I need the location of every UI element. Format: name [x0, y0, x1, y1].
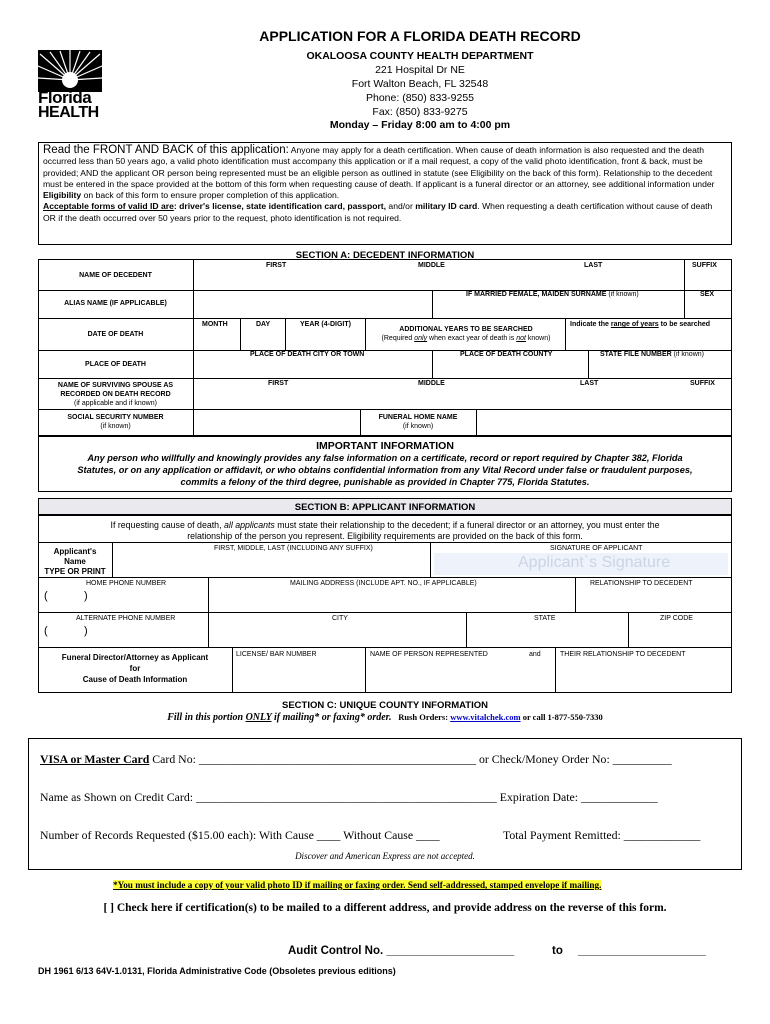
- first-label: FIRST: [266, 262, 287, 269]
- expiration-date[interactable]: Expiration Date: _____________: [496, 790, 658, 804]
- applicant-name-input[interactable]: [116, 556, 430, 575]
- total-payment[interactable]: Total Payment Remitted: _____________: [503, 828, 701, 842]
- state-file-known: (if known): [673, 351, 704, 358]
- id-colon: :: [173, 201, 180, 212]
- req-only: only: [414, 335, 428, 342]
- eligibility-word: Eligibility: [43, 190, 82, 201]
- note1-pre: If requesting cause of death,: [110, 520, 224, 530]
- zip-label: ZIP CODE: [660, 615, 693, 622]
- rush-orders: Rush Orders:: [398, 712, 451, 722]
- city-town-label: PLACE OF DEATH CITY OR TOWN: [250, 351, 365, 358]
- fill-pre: Fill in this portion: [167, 712, 246, 723]
- state-file-text: STATE FILE NUMBER: [600, 351, 672, 358]
- relationship-label: RELATIONSHIP TO DECEDENT: [590, 580, 693, 587]
- check-money-order[interactable]: or Check/Money Order No: __________: [476, 752, 672, 766]
- state-file-label: [600, 351, 704, 358]
- place-of-death-label: PLACE OF DEATH: [85, 361, 146, 368]
- city-input[interactable]: [212, 626, 466, 643]
- important-line-3: commits a felony of the third degree, punishable as provided in Chapter 775, Florida Statutes.: [180, 477, 590, 487]
- audit-control[interactable]: Audit Control No. ____________________: [288, 945, 515, 957]
- and-or: and/or: [386, 201, 416, 212]
- range-post: to be searched: [658, 321, 711, 328]
- office-hours: Monday – Friday 8:00 am to 4:00 pm: [329, 119, 511, 131]
- home-phone-label: HOME PHONE NUMBER: [86, 580, 167, 587]
- decedent-first-input[interactable]: [196, 272, 400, 289]
- license-label: LICENSE/ BAR NUMBER: [236, 651, 317, 658]
- year-input[interactable]: [289, 331, 365, 348]
- maiden-if-known: (if known): [608, 291, 639, 298]
- ssn-input[interactable]: [196, 415, 360, 433]
- discover-note: Discover and American Express are not accepted.: [295, 851, 475, 861]
- intro-text-2: on back of this form to ensure proper completion of this application.: [81, 190, 340, 201]
- address-line-2: Fort Walton Beach, FL 32548: [351, 78, 489, 90]
- funeral-home-label: FUNERAL HOME NAME: [378, 414, 458, 421]
- intro-text-3: . When requesting a death certification without cause of death OR if the death occurred over 50 years prior to the request, photo identification is not required.: [43, 201, 713, 223]
- range-years: range of years: [610, 321, 659, 328]
- middle-label: MIDDLE: [418, 262, 445, 269]
- fill-post: if mailing* or faxing* order.: [271, 712, 392, 723]
- their-relationship-label: THEIR RELATIONSHIP TO DECEDENT: [560, 651, 686, 658]
- alt-phone-label: ALTERNATE PHONE NUMBER: [76, 615, 176, 622]
- req-pre: (Required: [381, 335, 415, 342]
- card-no-label: Card No:: [149, 752, 199, 766]
- spouse-name-input[interactable]: [196, 392, 732, 409]
- state-file-input[interactable]: [592, 361, 732, 378]
- note1-post: must state their relationship to the decedent; if a funeral director or an attorney, you must enter the: [274, 520, 660, 530]
- visa-mastercard: VISA or Master Card: [40, 752, 150, 766]
- fd-label-3: Cause of Death Information: [82, 675, 188, 684]
- represented-label: NAME OF PERSON REPRESENTED: [370, 651, 488, 658]
- suffix-label: SUFFIX: [692, 262, 717, 269]
- note1-italic: all applicants: [223, 520, 275, 530]
- state-input[interactable]: [470, 626, 628, 643]
- fd-label-1: Funeral Director/Attorney as Applicant: [61, 653, 209, 662]
- fd-label-2: for: [129, 664, 141, 673]
- page-title: APPLICATION FOR A FLORIDA DEATH RECORD: [259, 28, 581, 44]
- signature-label: SIGNATURE OF APPLICANT: [550, 545, 643, 552]
- section-b-note-1: [38, 520, 732, 530]
- applicant-label-3: TYPE OR PRINT: [44, 567, 106, 576]
- req-post: known): [525, 335, 551, 342]
- important-line-1: Any person who willfully and knowingly provides any false information on a certificate, record or report required by Chapter 382, Florida: [87, 453, 683, 463]
- range-input[interactable]: [570, 332, 732, 349]
- alt-phone-input[interactable]: [92, 626, 206, 643]
- funeral-home-input[interactable]: [480, 415, 732, 433]
- represented-input[interactable]: [369, 664, 523, 682]
- phone: Phone: (850) 833-9255: [366, 92, 474, 104]
- mailing-address-input[interactable]: [212, 591, 574, 608]
- applicant-label-1: Applicant's: [53, 547, 97, 556]
- req-not: not: [516, 335, 526, 342]
- fill-only: ONLY: [245, 712, 272, 723]
- maiden-label-text: IF MARRIED FEMALE, MAIDEN SURNAME: [466, 291, 607, 298]
- sex-input[interactable]: [688, 301, 732, 317]
- section-b-note-2: relationship of the person you represent. Eligibility requirements are provided on the back of this form.: [187, 531, 583, 541]
- photo-id-notice: *You must include a copy of your valid photo ID if mailing or faxing order. Send self-addressed, stamped envelope if mailing.: [113, 880, 602, 890]
- maiden-label: [466, 291, 639, 298]
- spouse-label-2: RECORDED ON DEATH RECORD: [60, 391, 171, 398]
- range-label: [570, 321, 710, 328]
- alt-phone-open-paren: (: [44, 625, 48, 637]
- spouse-label-1: NAME OF SURVIVING SPOUSE AS: [57, 382, 174, 389]
- decedent-name-label: NAME OF DECEDENT: [79, 272, 152, 279]
- home-phone-close-paren: ): [84, 590, 88, 602]
- ssn-known: (if known): [100, 423, 131, 430]
- fax: Fax: (850) 833-9275: [372, 106, 468, 118]
- additional-years-label: ADDITIONAL YEARS TO BE SEARCHED: [399, 326, 533, 333]
- different-address-check[interactable]: [ ] Check here if certification(s) to be mailed to a different address, and provide address on the reverse of this form.: [103, 902, 667, 914]
- license-input[interactable]: [236, 664, 364, 682]
- important-line-2: Statutes, or on any application or affidavit, or who obtains confidential information from any Vital Record under false or fraudulent purposes,: [77, 465, 693, 475]
- and-label: and: [529, 651, 541, 658]
- zip-input[interactable]: [632, 626, 732, 643]
- military-id: military ID card: [415, 201, 478, 212]
- county-input[interactable]: [436, 361, 588, 378]
- name-on-card-blank[interactable]: ___________________________________________________: [195, 790, 497, 804]
- card-line: [40, 752, 672, 767]
- relationship-input[interactable]: [579, 591, 732, 608]
- decedent-suffix-input[interactable]: [688, 272, 732, 289]
- sunburst-icon: [38, 50, 102, 92]
- ssn-label: SOCIAL SECURITY NUMBER: [67, 414, 164, 421]
- home-phone-open-paren: (: [44, 590, 48, 602]
- intro-text-1: Anyone may apply for a death certification. When cause of death information is also requested and the death occurred less than 50 years ago, a valid photo identification must accompany this application or if a mail request, a copy of the valid photo identification, front & back, must be provided; AND the applicant OR person being represented must be an eligible person as outlined in statute (see Eligibility on the back of this form). Relationship to the decedent must be entered in the space provided at the bottom of this form when requesting cause of death. If applicant is a funeral director or an attorney, see additional information under: [43, 145, 715, 189]
- alt-phone-close-paren: ): [84, 625, 88, 637]
- day-input[interactable]: [244, 331, 285, 348]
- mailing-address-label: MAILING ADDRESS (INCLUDE APT. NO., IF APPLICABLE): [290, 580, 477, 587]
- intro-box: [38, 142, 732, 245]
- name-on-card-label: Name as Shown on Credit Card:: [40, 790, 196, 804]
- date-of-death-label: DATE OF DEATH: [87, 331, 144, 338]
- section-c-instructions: [38, 712, 732, 723]
- city-town-input[interactable]: [196, 361, 430, 378]
- applicant-label-2: Name: [64, 557, 86, 566]
- name-on-card-line: [40, 790, 658, 805]
- address-line-1: 221 Hospital Dr NE: [375, 64, 465, 76]
- important-title: IMPORTANT INFORMATION: [316, 440, 454, 452]
- maiden-input[interactable]: [436, 301, 684, 317]
- sex-label: SEX: [700, 291, 715, 298]
- logo-text-health: HEALTH: [38, 104, 99, 121]
- alias-input[interactable]: [196, 298, 430, 316]
- their-relationship-input[interactable]: [559, 664, 732, 682]
- spouse-suffix-label: SUFFIX: [690, 380, 715, 387]
- id-lead: Acceptable forms of valid ID are: [43, 201, 174, 212]
- req-mid: when exact year of death is: [427, 335, 517, 342]
- card-no-blank[interactable]: _______________________________________________: [198, 752, 477, 766]
- section-b-title: SECTION B: APPLICANT INFORMATION: [294, 502, 476, 513]
- home-phone-input[interactable]: [92, 591, 206, 608]
- spouse-middle-label: MIDDLE: [418, 380, 445, 387]
- alias-label: ALIAS NAME (IF APPLICABLE): [64, 300, 167, 307]
- form-id: DH 1961 6/13 64V-1.0131, Florida Administrative Code (Obsoletes previous editions): [38, 966, 396, 976]
- audit-to: to: [552, 945, 563, 957]
- vitalchek-link[interactable]: www.vitalchek.com: [450, 712, 521, 722]
- logo-text-florida: Florida: [38, 88, 92, 107]
- records-requested[interactable]: Number of Records Requested ($15.00 each): With Cause ____ Without Cause ____: [40, 828, 440, 842]
- spouse-last-label: LAST: [580, 380, 599, 387]
- decedent-middle-input[interactable]: [400, 272, 534, 289]
- section-a-title: SECTION A: DECEDENT INFORMATION: [295, 250, 475, 261]
- range-pre: Indicate the: [570, 321, 611, 328]
- florida-health-logo: [38, 50, 102, 120]
- year-label: YEAR (4-DIGIT): [300, 321, 351, 328]
- additional-years-note: [368, 335, 564, 342]
- funeral-home-known: (if known): [402, 423, 434, 430]
- state-label: STATE: [534, 615, 556, 622]
- decedent-last-input[interactable]: [535, 272, 684, 289]
- audit-blank-2[interactable]: ____________________: [578, 945, 706, 957]
- rush-call: or call 1-877-550-7330: [520, 712, 603, 722]
- month-label: MONTH: [202, 321, 228, 328]
- signature-placeholder: Applicant`s Signature: [518, 554, 671, 571]
- section-c-title: SECTION C: UNIQUE COUNTY INFORMATION: [281, 700, 488, 711]
- day-label: DAY: [256, 321, 271, 328]
- fml-label: FIRST, MIDDLE, LAST (INCLUDING ANY SUFFIX): [214, 545, 373, 552]
- county-label: PLACE OF DEATH COUNTY: [460, 351, 553, 358]
- department: OKALOOSA COUNTY HEALTH DEPARTMENT: [306, 50, 534, 62]
- spouse-first-label: FIRST: [268, 380, 289, 387]
- city-label: CITY: [332, 615, 348, 622]
- spouse-label-3: (if applicable and if known): [74, 400, 157, 407]
- last-label: LAST: [584, 262, 603, 269]
- id-list: driver's license, state identification card, passport,: [179, 201, 387, 212]
- month-input[interactable]: [196, 331, 240, 348]
- intro-lead: Read the FRONT AND BACK of this application:: [43, 144, 289, 156]
